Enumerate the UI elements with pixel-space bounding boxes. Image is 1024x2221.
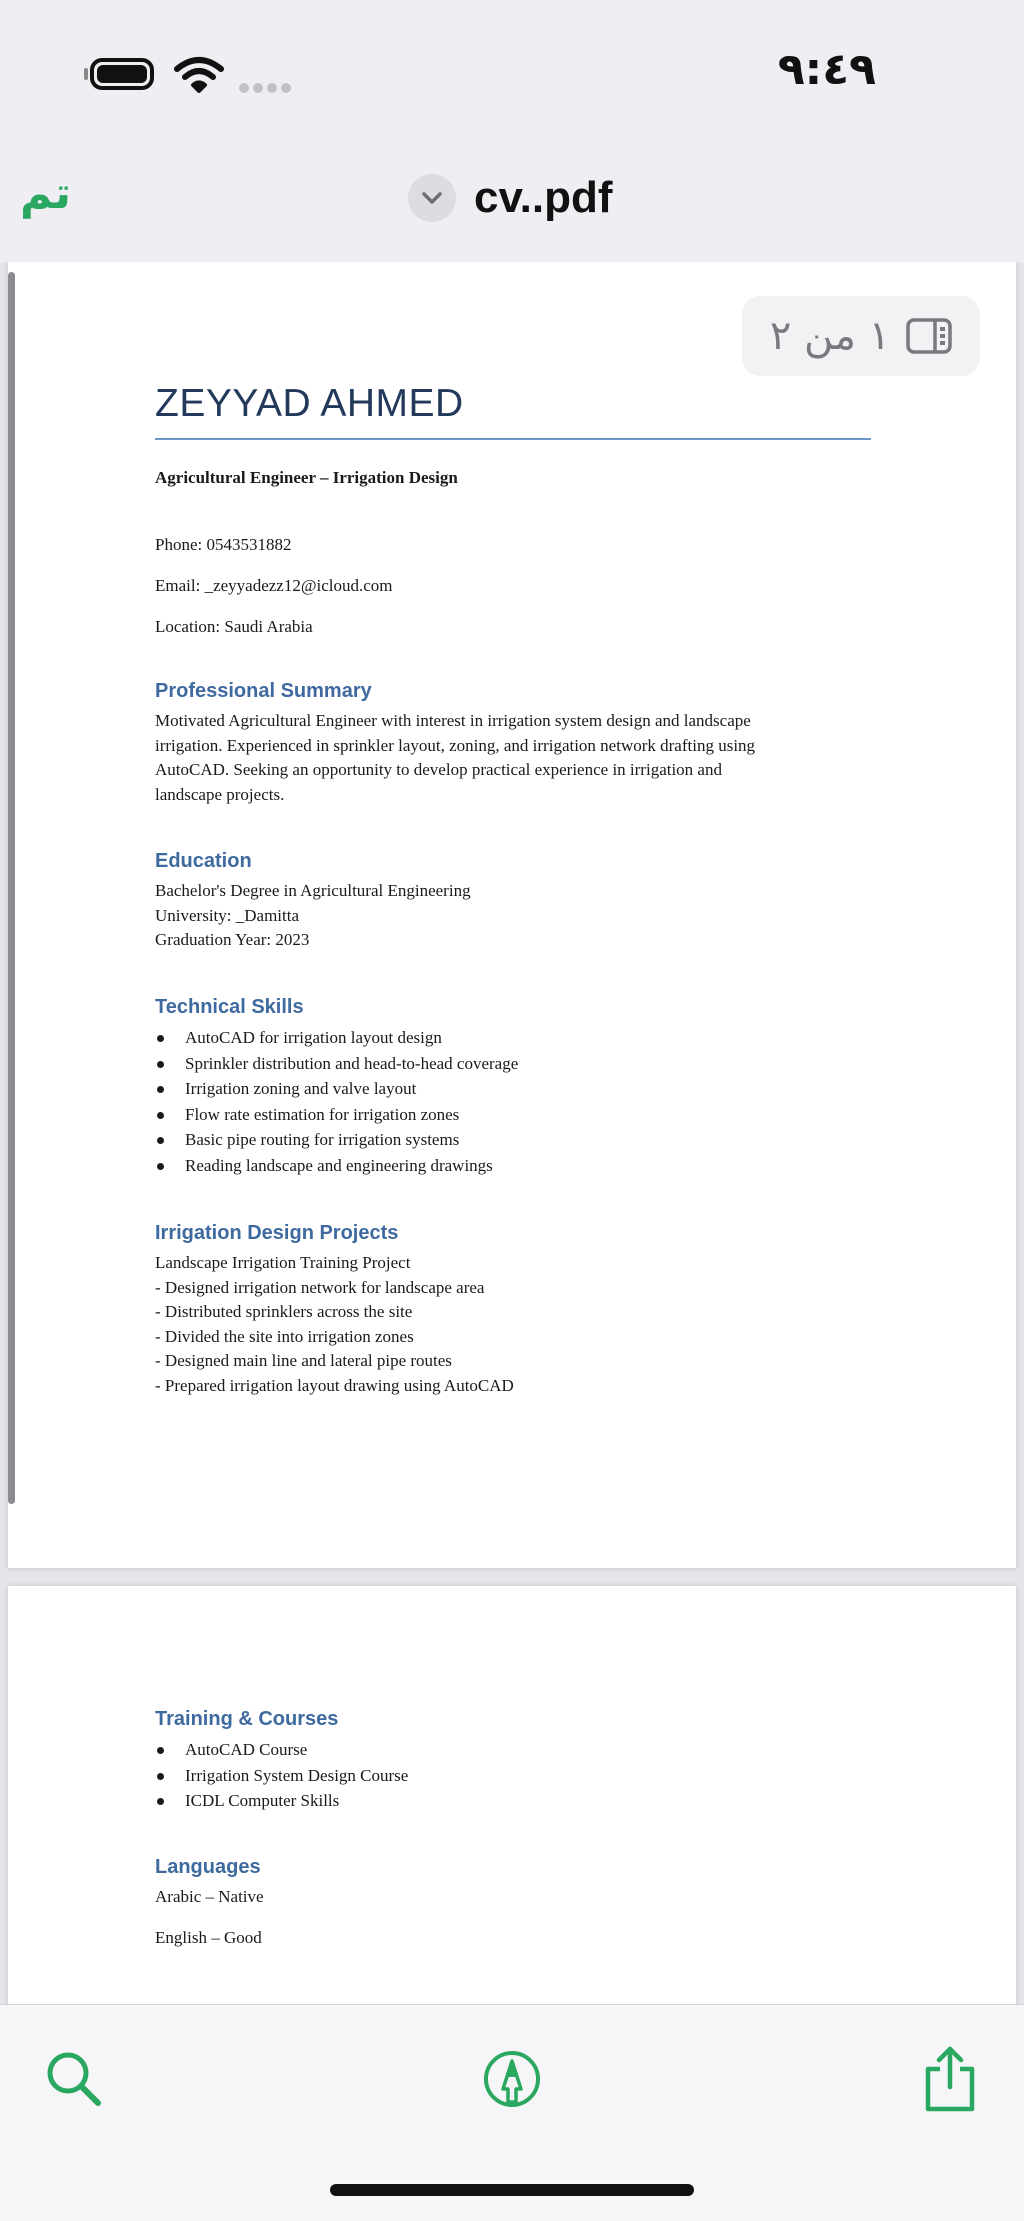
- projects-heading: Irrigation Design Projects: [155, 1222, 399, 1244]
- cv-name: ZEYYAD AHMED: [155, 382, 464, 425]
- cellular-signal-icon: [238, 82, 294, 94]
- training-item: ICDL Computer Skills: [155, 1788, 408, 1814]
- skills-list: [155, 1025, 518, 1178]
- share-icon: [922, 2045, 978, 2113]
- skill-item: Flow rate estimation for irrigation zones: [155, 1102, 518, 1128]
- education-line: Bachelor's Degree in Agricultural Engineering: [155, 881, 471, 900]
- summary-line: irrigation. Experienced in sprinkler layout, zoning, and irrigation network drafting using: [155, 735, 756, 755]
- page-indicator[interactable]: [742, 296, 980, 376]
- project-line: - Divided the site into irrigation zones: [155, 1326, 414, 1346]
- language-item: Arabic – Native: [155, 1887, 264, 1906]
- education-line: Graduation Year: 2023: [155, 930, 310, 949]
- pdf-page-1: [8, 262, 1016, 1568]
- page-indicator-text: ١ من ٢: [769, 313, 891, 359]
- education-heading: Education: [155, 850, 252, 872]
- wifi-icon: [174, 56, 224, 94]
- summary-text: [155, 709, 855, 807]
- projects-text: [155, 1251, 855, 1398]
- contact-phone: Phone: 0543531882: [155, 535, 292, 554]
- education-line: University: _Damitta: [155, 905, 300, 925]
- project-line: Landscape Irrigation Training Project: [155, 1253, 411, 1272]
- markup-pen-icon: [482, 2049, 542, 2109]
- languages-heading: Languages: [155, 1856, 261, 1878]
- search-icon: [44, 2049, 104, 2109]
- status-bar: [0, 0, 1024, 130]
- project-line: - Designed irrigation network for landscape area: [155, 1277, 485, 1297]
- summary-line: Motivated Agricultural Engineer with interest in irrigation system design and landscape: [155, 711, 751, 730]
- language-item: English – Good: [155, 1928, 262, 1947]
- skill-item: Reading landscape and engineering drawings: [155, 1153, 518, 1179]
- project-line: - Designed main line and lateral pipe routes: [155, 1351, 452, 1370]
- contact-location: Location: Saudi Arabia: [155, 617, 313, 636]
- skill-item: Sprinkler distribution and head-to-head coverage: [155, 1051, 518, 1077]
- skill-item: Irrigation zoning and valve layout: [155, 1076, 518, 1102]
- contact-email: Email: _zeyyadezz12@icloud.com: [155, 576, 393, 595]
- summary-line: landscape projects.: [155, 784, 285, 804]
- scroll-indicator[interactable]: [8, 272, 15, 1504]
- done-button[interactable]: تم: [20, 168, 72, 219]
- skills-heading: Technical Skills: [155, 996, 304, 1018]
- pdf-page-2: [8, 1586, 1016, 2004]
- battery-cap: [84, 68, 88, 80]
- skill-item: AutoCAD for irrigation layout design: [155, 1025, 518, 1051]
- document-title-menu[interactable]: [408, 172, 613, 224]
- skill-item: Basic pipe routing for irrigation systems: [155, 1127, 518, 1153]
- document-title: cv..pdf: [474, 173, 613, 222]
- pdf-viewer[interactable]: [0, 262, 1024, 2004]
- summary-heading: Professional Summary: [155, 680, 372, 702]
- summary-line: AutoCAD. Seeking an opportunity to develop practical experience in irrigation and: [155, 760, 722, 779]
- name-divider: [155, 438, 871, 440]
- training-item: AutoCAD Course: [155, 1737, 408, 1763]
- training-heading: Training & Courses: [155, 1708, 339, 1730]
- project-line: - Prepared irrigation layout drawing using AutoCAD: [155, 1375, 514, 1395]
- project-line: - Distributed sprinklers across the site: [155, 1302, 413, 1321]
- training-item: Irrigation System Design Course: [155, 1763, 408, 1789]
- chevron-down-icon[interactable]: [408, 174, 456, 222]
- cv-subtitle: Agricultural Engineer – Irrigation Design: [155, 468, 458, 487]
- training-list: [155, 1737, 408, 1814]
- search-button[interactable]: [38, 2043, 110, 2115]
- status-time: ٩:٤٩: [777, 44, 876, 95]
- sidebar-thumbnails-icon: [906, 318, 952, 354]
- home-indicator[interactable]: [330, 2184, 694, 2196]
- markup-button[interactable]: [476, 2043, 548, 2115]
- battery-icon: [90, 58, 154, 90]
- education-text: [155, 879, 855, 953]
- share-button[interactable]: [914, 2043, 986, 2115]
